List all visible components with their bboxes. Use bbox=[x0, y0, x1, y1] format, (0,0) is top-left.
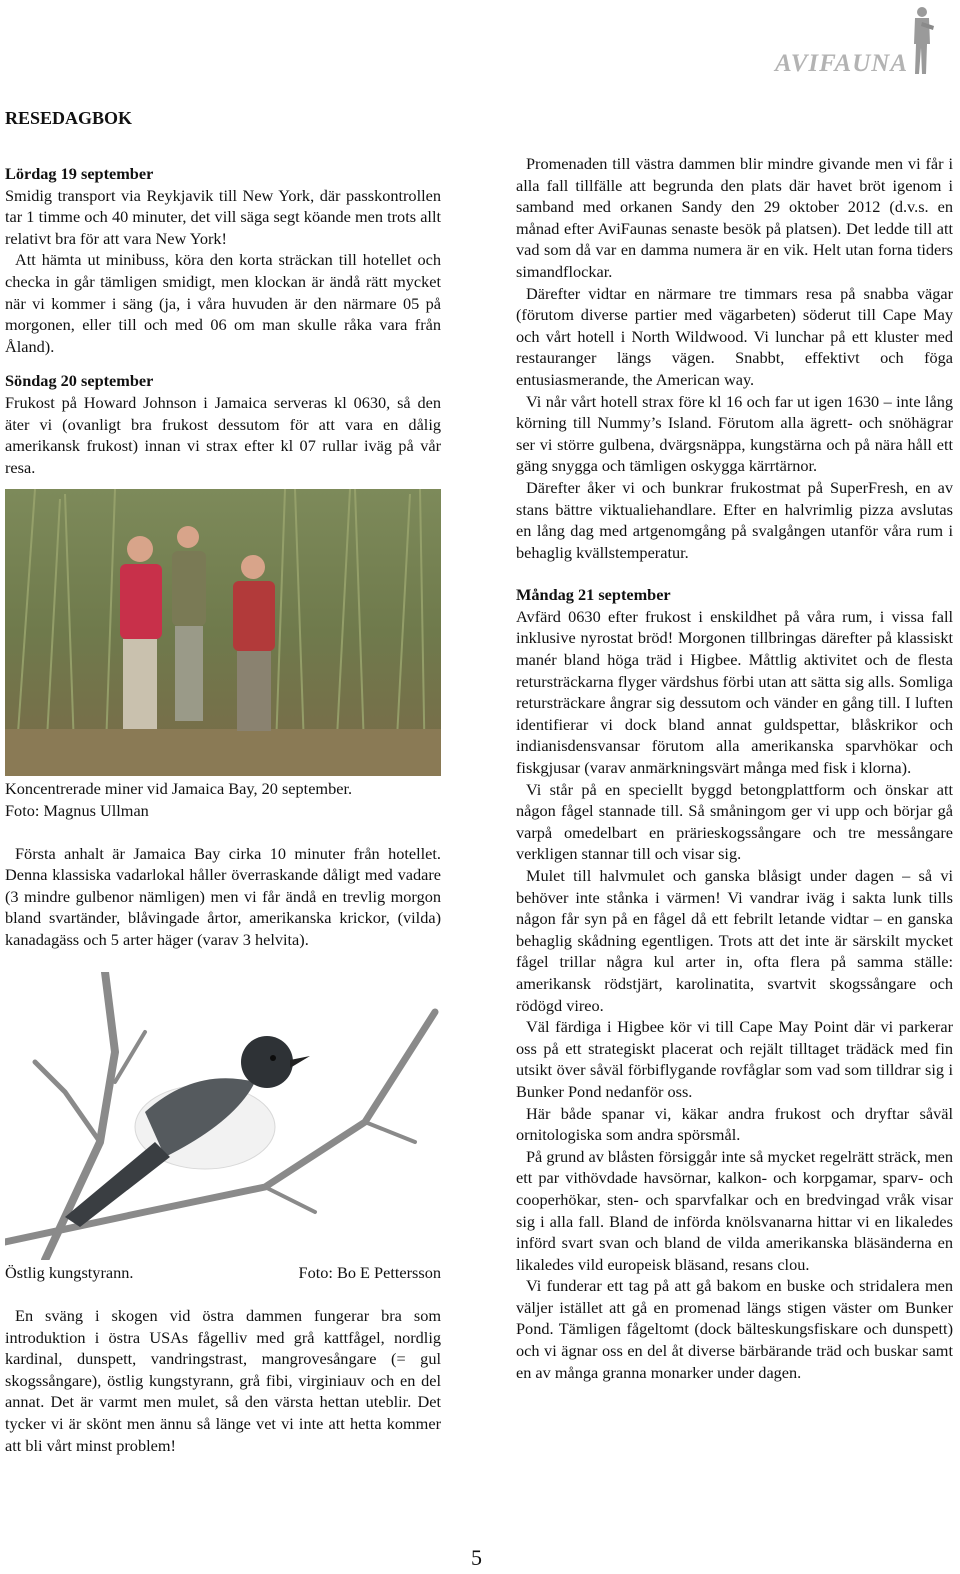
right-column bbox=[516, 153, 953, 1383]
paragraph: En sväng i skogen vid östra dammen fungerar bra som introduktion i östra USAs fågelliv med grå kattfågel, nordlig kardinal, dunspett, vandringstrast, mangrovesångare (= gul skogssångare), östlig kungstyrann, grå fibi, virginiauv och en del annat. Det är varmt men mulet, så den värsta hettan uteblir. Det tycker vi är skönt men ännu så länge vet vi inte att hetta kommer att bli vårt minst problem! bbox=[5, 1306, 441, 1455]
photo1-caption: Koncentrerade miner vid Jamaica Bay, 20 september. bbox=[5, 779, 353, 799]
birdwatcher-silhouette-icon bbox=[906, 4, 936, 76]
paragraph: Därefter åker vi och bunkrar frukostmat på SuperFresh, en av stans bättre viktualiehandlare. Efter en halvrimlig pizza avslutas en lång dag med artgenomgång på svalgången utanför våra rum i behaglig kvällstemperatur. bbox=[516, 477, 953, 562]
paragraph: Här både spanar vi, käkar andra frukost och dryftar såväl ornitologiska som andra spörsmål. bbox=[516, 1103, 953, 1145]
photo1-credit: Foto: Magnus Ullman bbox=[5, 800, 149, 820]
photo2-caption: Östlig kungstyrann. bbox=[5, 1263, 134, 1283]
avifauna-logo bbox=[746, 4, 946, 76]
photo2-caption-row bbox=[5, 1262, 441, 1284]
heading-sunday: Söndag 20 september bbox=[5, 371, 154, 391]
page-number: 5 bbox=[471, 1545, 482, 1570]
document-title: RESEDAGBOK bbox=[5, 108, 133, 128]
photo-birders-figure bbox=[5, 489, 441, 821]
paragraph: Promenaden till västra dammen blir mindre givande men vi får i alla fall tillfälle att begrunda den plats där havet bröt igenom i samband med orkanen Sandy den 29 oktober 2012 (d.v.s. en månad efter AviFaunas senaste besök på platsen). Det ledde till att vad som då var en damma numera är en vik. Helt utan forna tiders simandflockar. bbox=[516, 154, 953, 281]
paragraph: Att hämta ut minibuss, köra den korta sträckan till hotellet och checka in går tämligen smidigt, men klockan är ändå rätt mycket när vi kommer i säng (ja, i våra huvuden är den närmare 05 på morgonen, eller till och med 06 om man skulle råka vara från Åland). bbox=[5, 250, 441, 356]
heading-monday: Måndag 21 september bbox=[516, 585, 671, 605]
paragraph: Därefter vidtar en närmare tre timmars resa på snabba vägar (förutom diverse partier med vägarbeten) söderut till Cape May och vårt hotell i North Wildwood. Vi lunchar på ett kluster med restauranger längs vägen. Snabbt, effektivt och föga entusiasmerande, the American way. bbox=[516, 283, 953, 389]
birders-in-reeds-photo bbox=[5, 489, 441, 776]
photo-kingbird-figure bbox=[5, 972, 441, 1284]
paragraph: Avfärd 0630 efter frukost i enskildhet på våra rum, i vissa fall inklusive nyrostat bröd! Morgonen tillbringas därefter på klassiskt manér bland höga träd i Higbee. Måttlig aktivitet och de flesta retursträckarna flyger värdshus förbi utan att sätta sig alls. Somliga retursträckare ångrar sig dessutom och vänder en gång till. I luften identifierar vi dock bland annat guldspettar, blåskrikor och indianisdensvansar förutom alla amerikanska sparvhökar och fiskgjusar (varav anmärkningsvärt många med fisk i klorna). bbox=[516, 606, 953, 778]
paragraph: Vi når vårt hotell strax före kl 16 och far ut igen 1630 – inte lång körning till Nummy’s Island. Förutom alla ägrett- och snöhägrar ser vi större gulbena, dvärgsnäppa, kungstärna och på nära håll ett gäng snygga och tämligen oskygga kärrtärnor. bbox=[516, 391, 953, 476]
left-column bbox=[5, 163, 441, 1456]
paragraph: Första anhalt är Jamaica Bay cirka 10 minuter från hotellet. Denna klassiska vadarlokal håller överraskande dåligt med vadare (3 mindre gulbenor nämligen) men vi får ändå en trevlig morgon bland svartänder, blåvingade årtor, amerikanska krickor, (vilda) kanadagäss och 5 arter häger (varav 3 helvita). bbox=[5, 843, 441, 949]
paragraph: Väl färdiga i Higbee kör vi till Cape May Point där vi parkerar oss på ett strategiskt placerat och rejält tilltaget trädäck med fin utsikt över såväl förbiflygande rovfåglar som vad som tilldrar sig i Bunker Pond nedanför oss. bbox=[516, 1017, 953, 1101]
kingbird-photo bbox=[5, 972, 441, 1260]
photo2-credit: Foto: Bo E Pettersson bbox=[298, 1263, 441, 1283]
paragraph: Vi står på en speciellt byggd betongplattform och önskar att någon fågel stannade till. Så småningom ger vi upp och börjar gå varpå omedelbart en prärieskogssångare och tre messångare verkligen stannar till och visar sig. bbox=[516, 779, 953, 864]
heading-saturday: Lördag 19 september bbox=[5, 164, 154, 183]
paragraph: Smidig transport via Reykjavik till New York, där passkontrollen tar 1 timme och 40 minuter, det vill säga segt köande men trots allt relativt bra för att vara New York! bbox=[5, 185, 441, 248]
logo-wordmark: AVIFAUNA bbox=[774, 50, 908, 77]
paragraph: På grund av blåsten försiggår inte så mycket regelrätt sträck, men ett par vithövdade havsörnar, kalkon- och korpgamar, sparv- och cooperhökar, sten- och sparvfalkar och en bredvingad vråk visar sig i alla fall. Bland de införda knölsvanarna hittar vi en likaledes införd svart svan och bland de vilda amerikanska bläsänderna en likaledes vild europeisk bläsand, resans clou. bbox=[516, 1146, 953, 1274]
paragraph: Mulet till halvmulet och ganska blåsigt under dagen – så vi behöver inte stånka i värmen! Vi vandrar iväg i sakta lunk tills någon får syn på en fågel då ett febrilt letande vidtar – en ganska behaglig skådning egentligen. Trots att det inte är särskilt mycket fågel trillar några kul arter in, ofta flera på samma ställe: amerikansk rödstjärt, karolinatita, svartvit skogssångare och rödögd vireo. bbox=[516, 866, 953, 1015]
paragraph: Vi funderar ett tag på att gå bakom en buske och stridalera men väljer istället att gå en promenad längs stigen väster om Bunker Pond. Tämligen fågeltomt (dock bälteskungsfiskare och dunspett) och vi ägnar oss en del åt diverse bärbärande träd och buskar samt en av många granna monarker under dagen. bbox=[516, 1276, 953, 1382]
paragraph: Frukost på Howard Johnson i Jamaica serveras kl 0630, så den äter vi (ovanligt bra frukost dessutom för att vara en dålig amerikansk frukost) innan vi strax efter kl 07 rullar iväg på vår resa. bbox=[5, 392, 441, 477]
